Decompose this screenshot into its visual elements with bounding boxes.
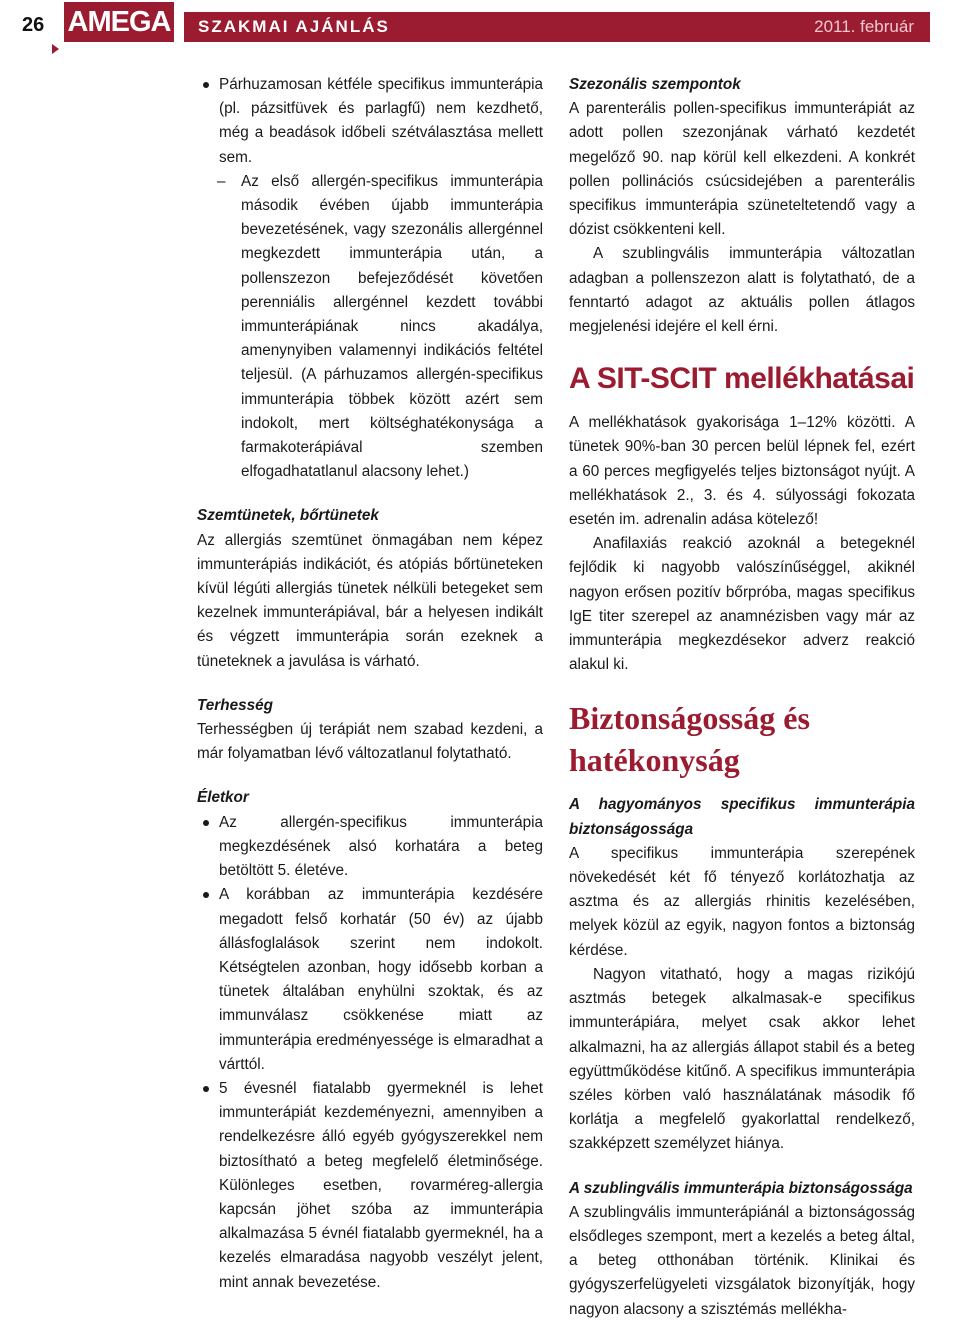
right-column xyxy=(569,73,915,1322)
arrow-marker-icon xyxy=(52,44,59,54)
subheading-seasonal: Szezonális szempontok xyxy=(569,76,741,93)
bullet-icon xyxy=(203,82,209,88)
paragraph: A szublingvális immunterápiánál a biztonságosság elsődleges szempont, mert a kezelés a beteg által, a beteg otthonában történik. Klinikai és gyógyszerfelügyeleti vizsgálatok bizonyítják, hogy nagyon alacsony a szisztémás mellékha- xyxy=(569,1203,915,1318)
list-item xyxy=(197,73,543,170)
subheading-pregnancy: Terhesség xyxy=(197,696,273,714)
section-heading-safety: Biztonságosság és hatékonyság xyxy=(569,700,810,779)
bullet-icon xyxy=(203,820,209,826)
subheading-traditional: A hagyományos specifikus immunterápia biztonságossága xyxy=(569,796,915,838)
section-heading-side-effects: A SIT-SCIT mellékhatásai xyxy=(569,362,915,396)
bullet-icon xyxy=(203,892,209,898)
paragraph: Terhességben új terápiát nem szabad kezdeni, a már folyamatban lévő változatlanul folytatható. xyxy=(197,721,543,763)
dash-text: Az első allergén-specifikus immunterápia második évében újabb immunterápia bevezetésének, vagy szezonális allergénnel megkezdett immunterápia után, a pollenszezon befejeződését követően perenniális allergénnel kezdett további immunterápiának nincs akadálya, amenynyiben valamennyi indikációs feltétel teljesül. (A párhuzamos allergén-specifikus immunterápia többek között azért sem indokolt, mert költséghatékonysága a farmakoterápiával szemben elfogadhatatlanul alacsony lehet.) xyxy=(241,172,543,481)
dash-icon: – xyxy=(217,172,226,190)
bullet-text: 5 évesnél fiatalabb gyermeknél is lehet immunterápiát kezdeményezni, amennyiben a rendelkezésre álló egyéb gyógyszerekkel nem biztosítható a beteg megfelelő életminősége. Különleges esetben, rovarméreg-allergia kapcsán jöhet szóba az immunterápia alkalmazása 5 évnél fiatalabb gyermeknél, ha a kezelés elmaradása nagyobb veszélyt jelent, mint annak bevezetése. xyxy=(219,1079,543,1291)
bullet-text: A korábban az immunterápia kezdésére megadott felső korhatár (50 év) az újabb állásfoglalások szerint nem indokolt. Kétségtelen azonban, hogy idősebb korban a tünetek általában enyhülni szoktak, és az immunválasz csökkenése miatt az immunterápia eredményessége is elmaradhat a várttól. xyxy=(219,886,543,1073)
paragraph: Anafilaxiás reakció azoknál a betegeknél fejlődik ki nagyobb valószínűséggel, akiknél nagyon erősen pozitív bőrpróba, magas specifikus IgE titer szerepel az anamnézisben vagy már az immunterápia megkezdésekor adverz reakció alakul ki. xyxy=(569,535,915,674)
paragraph: A mellékhatások gyakorisága 1–12% közötti. A tünetek 90%-ban 30 percen belül lépnek fel, ezért a 60 perces megfigyelés teljes biztonságot nyújt. A mellékhatások 2., 3. és 4. súlyossági fokozata esetén im. adrenalin adása kötelező! xyxy=(569,414,915,529)
section-band xyxy=(184,12,930,42)
bullet-text: Az allergén-specifikus immunterápia megkezdésének alsó korhatára a beteg betöltött 5. életéve. xyxy=(219,813,543,880)
paragraph: Az allergiás szemtünet önmagában nem képez immunterápiás indikációt, és atópiás bőrtüneteken kívül légúti allergiás tünetek nélküli betegeket sem kezelnek immunterápiával, bár a helyesen indikált és végzett immunterápia során ezeknek a tüneteknek a javulása is várható. xyxy=(197,531,543,670)
list-item xyxy=(197,883,543,1077)
section-title: SZAKMAI AJÁNLÁS xyxy=(198,17,390,36)
magazine-logo: AMEGA xyxy=(64,2,174,42)
paragraph: Nagyon vitatható, hogy a magas rizikójú asztmás betegek alkalmasak-e specifikus immunterápiára, melyet csak akkor lehet alkalmazni, ha az allergiás állapot stabil és a beteg együttműködése kitűnő. A specifikus immunterápia széles körben való használatának második fő korlátja a megfelelő gyakorlattal rendelkező, szakképzett személyzet hiánya. xyxy=(569,965,915,1153)
list-item xyxy=(197,811,543,884)
paragraph: A specifikus immunterápia szerepének növekedését két fő tényező korlátozhatja az asztma és az allergiás rhinitis kezelésében, melyek közül az egyik, nagyon fontos a biztonság kérdése. xyxy=(569,844,915,959)
subheading-skin: Szemtünetek, bőrtünetek xyxy=(197,507,379,525)
paragraph: A szublingvális immunterápia változatlan adagban a pollenszezon alatt is folytatható, de a fenntartó adagot az aktuális pollen átlagos megjelenési idejére el kell érni. xyxy=(569,245,915,336)
bullet-icon xyxy=(203,1086,209,1092)
left-column xyxy=(197,73,543,1295)
page-header xyxy=(0,0,960,56)
bullet-text: Párhuzamosan kétféle specifikus immunterápia (pl. pázsitfüvek és parlagfű) nem kezdhető, még a beadások időbeli szétválasztása mellett sem. xyxy=(219,76,543,166)
subheading-sublingual: A szublingvális immunterápia biztonságossága xyxy=(569,1179,913,1197)
page-number: 26 xyxy=(22,14,45,36)
issue-date: 2011. február xyxy=(814,17,914,36)
paragraph: A parenterális pollen-specifikus immunterápiát az adott pollen szezonjának várható kezdetét megelőző 90. nap körül kell elkezdeni. A konkrét pollen pollinációs csúcsidejében a parenterális specifikus immunterápia szüneteltetendő vagy a dózist csökkenteni kell. xyxy=(569,100,915,239)
subheading-age: Életkor xyxy=(197,789,249,807)
dash-item xyxy=(197,170,543,485)
list-item xyxy=(197,1077,543,1295)
